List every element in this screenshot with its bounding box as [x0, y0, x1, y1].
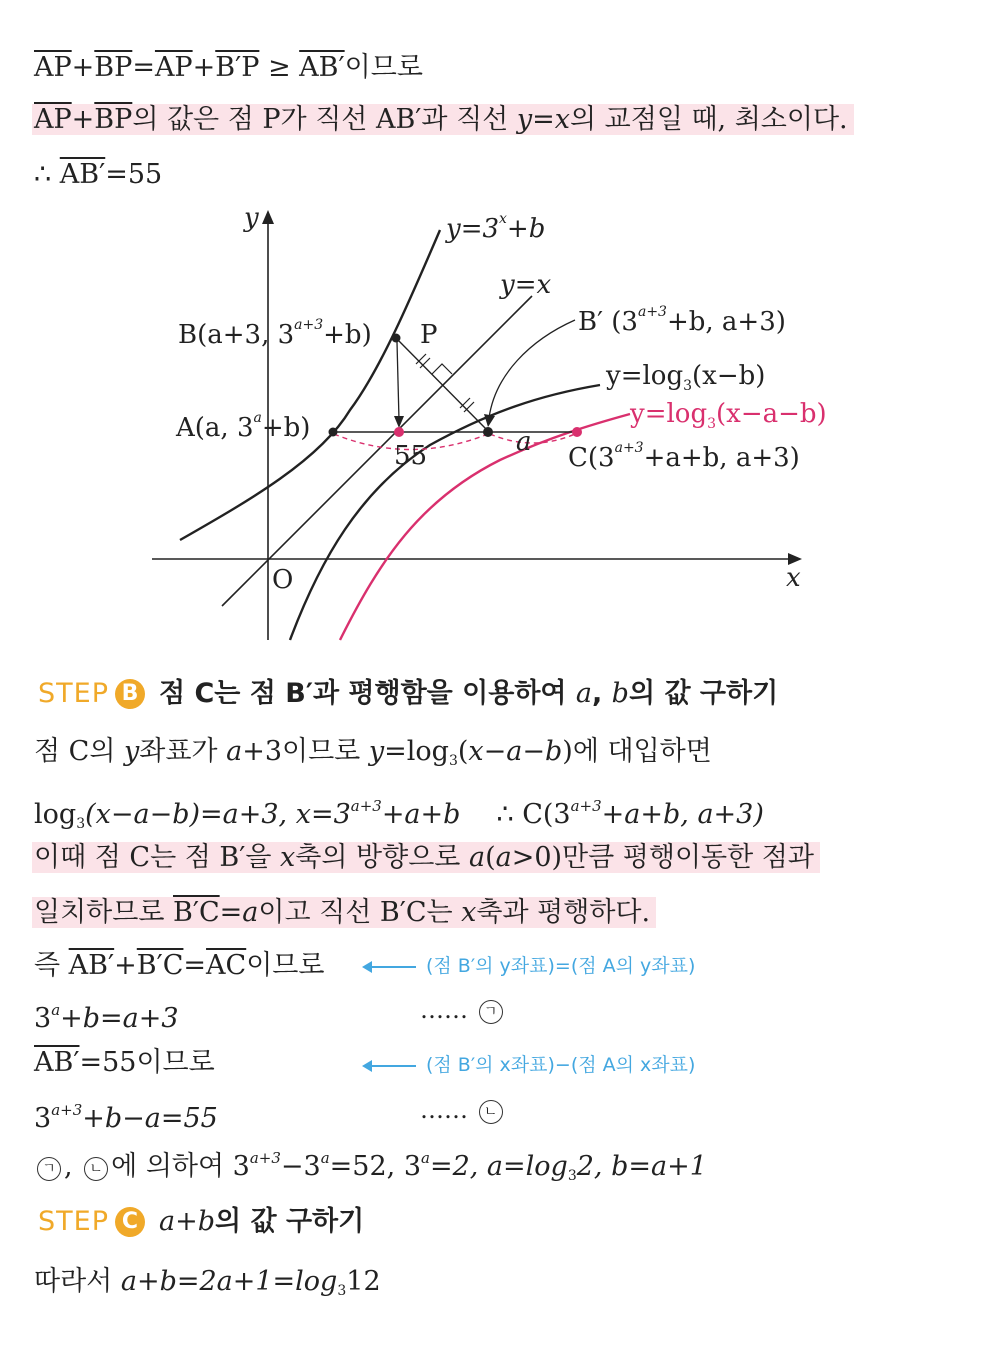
right-angle-mark	[432, 364, 452, 374]
intro-line-1	[34, 48, 423, 88]
step-c-header	[38, 1202, 364, 1242]
step-word: STEP	[38, 1206, 109, 1237]
label-line-yx: y=x	[500, 270, 552, 300]
equation-marker-2: …… ㄴ	[420, 1092, 506, 1128]
op: =	[532, 104, 555, 135]
arrow-label-to-bprime	[489, 320, 575, 418]
step-b-line-8: $3^{a+3}+b-a=55$	[34, 1101, 218, 1134]
var: x	[554, 104, 570, 135]
point-b-dot	[392, 334, 401, 343]
x-axis-label: x	[786, 563, 801, 593]
label-point-a: A(a, $3^a+b$)	[176, 410, 311, 443]
segment-b-bprime	[396, 338, 488, 431]
seg-bp: $\overline{BP}$	[94, 52, 133, 83]
intro-line-2	[34, 100, 854, 140]
op: +	[71, 52, 95, 83]
seg-ap: $\overline{AP}$	[34, 104, 72, 135]
step-b-line-2: log3(x−a−b)=a+3, $x=3^{a+3}+a+b$ ∴ $C(3^{a+3}+a+b$, a+3)	[34, 797, 764, 832]
label-point-c: $C(3^{a+3}+a+b$, a+3)	[568, 440, 800, 473]
op: +	[192, 52, 216, 83]
circled-letter: ㄱ	[479, 1000, 503, 1024]
step-b-title: 점 C는 점 B′과 평행함을 이용하여 a, b의 값 구하기	[158, 678, 779, 709]
label-curve-log: $y=\log_3(x-b)$	[606, 361, 766, 394]
var: y	[516, 104, 533, 135]
arrow-left-icon	[370, 966, 416, 968]
label-distance-55: 55	[394, 441, 428, 471]
label-distance-a: a	[516, 427, 532, 457]
point-p-dot	[394, 427, 404, 437]
text: 이므로	[344, 52, 423, 83]
note-y-coordinate: (점 B′의 y좌표)=(점 A의 y좌표)	[370, 951, 695, 981]
seg-abp: AB′	[59, 159, 106, 190]
step-letter-badge: B	[115, 679, 145, 709]
label-curve-log-shifted: $y=\log_3(x-a-b)$	[630, 399, 827, 432]
step-b-line-9: ㄱ , ㄴ 에 의하여 $3^{a+3}-3^a=52$, $3^a=2$, a=log32, b=a+1	[34, 1138, 707, 1196]
highlight	[32, 104, 854, 135]
seg-ap: $\overline{AP}$	[34, 52, 72, 83]
circled-letter: ㄴ	[84, 1157, 108, 1181]
seg-abp: AB′	[299, 52, 345, 83]
y-axis-label: y	[244, 203, 259, 233]
op: ≥	[259, 52, 300, 83]
text: 의 값은 점 P가 직선 AB′과 직선	[132, 104, 517, 135]
step-c-line-1: 따라서 a+b=2a+1=log312	[34, 1266, 381, 1299]
seg-bpp: B′P	[215, 52, 260, 83]
text: =55	[105, 159, 163, 190]
seg-bp: $\overline{BP}$	[94, 104, 133, 135]
intro-line-3	[34, 155, 162, 195]
therefore: ∴	[34, 159, 60, 190]
step-b-line-4	[34, 893, 656, 933]
step-b-line-5: 즉 $AB'+B'C=\overline{AC}$이므로	[34, 950, 325, 981]
note-x-coordinate: (점 B′의 x좌표)−(점 A의 x좌표)	[370, 1050, 695, 1080]
highlight: 이때 점 C는 점 B′을 x축의 방향으로 a(a>0)만큼 평행이동한 점과	[32, 842, 820, 873]
circled-letter: ㄴ	[479, 1100, 503, 1124]
curve-log	[290, 385, 600, 640]
equation-marker-1: …… ㄱ	[420, 992, 506, 1028]
step-c-title: a+b의 값 구하기	[158, 1206, 365, 1237]
step-letter-badge: C	[115, 1207, 145, 1237]
label-point-b: B(a+3, $3^{a+3}+b$)	[178, 317, 372, 350]
graph	[0, 190, 1000, 660]
label-point-bprime: B′ ($3^{a+3}+b$, a+3)	[578, 304, 786, 337]
tick-mark	[460, 398, 470, 408]
op: =	[132, 52, 155, 83]
point-bprime-dot	[483, 427, 493, 437]
arrow-left-icon	[370, 1065, 416, 1067]
circled-letter: ㄱ	[37, 1157, 61, 1181]
label-point-p: P	[420, 320, 438, 350]
point-a-dot	[329, 428, 338, 437]
origin-label: O	[272, 565, 294, 595]
op: +	[71, 104, 95, 135]
step-b-header	[38, 674, 778, 714]
tick-mark	[464, 402, 474, 412]
arrow-b-to-p	[397, 342, 399, 420]
label-curve-exp: $y=3^x+b$	[446, 211, 546, 244]
curve-exponential	[180, 230, 440, 540]
step-b-line-3	[34, 838, 820, 878]
y-axis-arrow	[262, 210, 274, 224]
arrow-head	[484, 414, 495, 427]
point-c-dot	[572, 427, 582, 437]
text: 의 교점일 때, 최소이다.	[569, 104, 848, 135]
highlight: 일치하므로 B′C=a이고 직선 B′C는 x축과 평행하다.	[32, 897, 656, 928]
step-b-line-6: $3^a+b=a+3$	[34, 1001, 179, 1034]
seg-ap: $\overline{AP}$	[154, 52, 193, 83]
step-word: STEP	[38, 678, 109, 709]
step-b-line-7: AB′=55이므로	[34, 1047, 215, 1078]
step-b-line-1: 점 C의 y좌표가 a+3이므로 y=log3(x−a−b)에 대입하면	[34, 736, 712, 769]
